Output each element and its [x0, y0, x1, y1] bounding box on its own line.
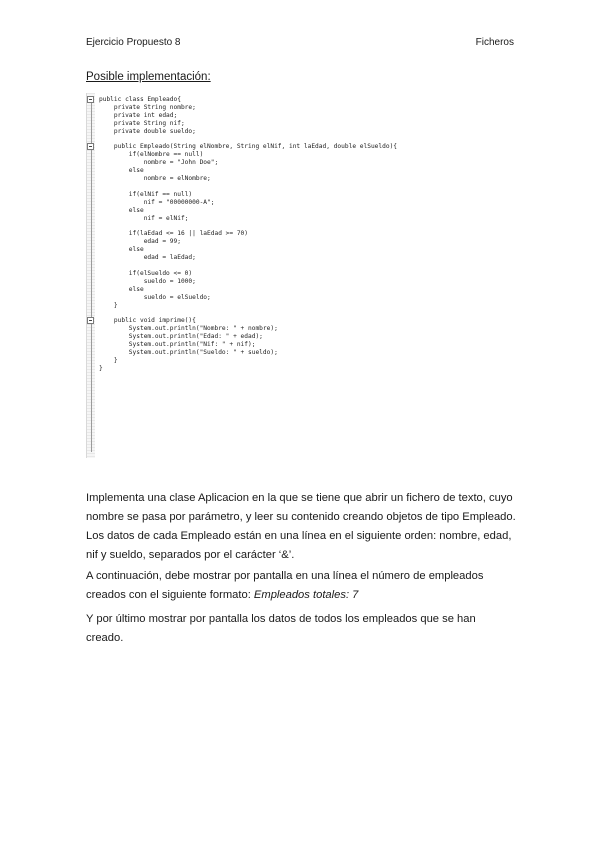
collapse-toggle-class-icon: [87, 96, 94, 103]
paragraph-instructions: Implementa una clase Aplicacion en la que se tiene que abrir un fichero de texto, cuyo nombre se pasa por parámetro, y leer su contenido creando objetos de tipo Empleado. Los datos de cada Empleado están en una línea en el siguiente orden: nombre, edad, nif y sueldo, separados por el carácter ‘&’.: [86, 492, 516, 561]
collapse-toggle-imprime-icon: [87, 317, 94, 324]
section-title: Posible implementación:: [86, 71, 211, 83]
header-left-title: Ejercicio Propuesto 8: [86, 37, 181, 48]
code-text: public class Empleado{ private String nombre; private int edad; private String nif; private double sueldo; public Empleado(String elNombre, String elNif, int laEdad, double elSueldo){ if(elNombre == null) nombre = "John Doe"; else nombre = elNombre; if(elNif == null) nif = "00000000-A"; else nif = elNif; if(laEdad <= 16 || laEdad >= 70) edad = 99; else edad = laEdad; if(elSueldo <= 0) sueldo = 1000; else sueldo = elSueldo; } public void imprime(){ System.out.println("Nombre: " + nombre); System.out.println("Edad: " + edad); System.out.println("Nif: " + nif); System.out.println("Sueldo: " + sueldo); } }: [99, 96, 398, 372]
collapse-line-class: [91, 100, 92, 452]
header-right-title: Ficheros: [475, 37, 514, 48]
code-screenshot: [86, 93, 455, 458]
paragraph-final-step: Y por último mostrar por pantalla los datos de todos los empleados que se han creado.: [86, 613, 476, 644]
collapse-toggle-constructor-icon: [87, 143, 94, 150]
paragraph-output-format: [86, 567, 516, 605]
paragraph-output-text: A continuación, debe mostrar por pantalla en una línea el número de empleados creados con el siguiente formato:: [86, 570, 484, 601]
output-format-example: Empleados totales: 7: [253, 589, 359, 601]
